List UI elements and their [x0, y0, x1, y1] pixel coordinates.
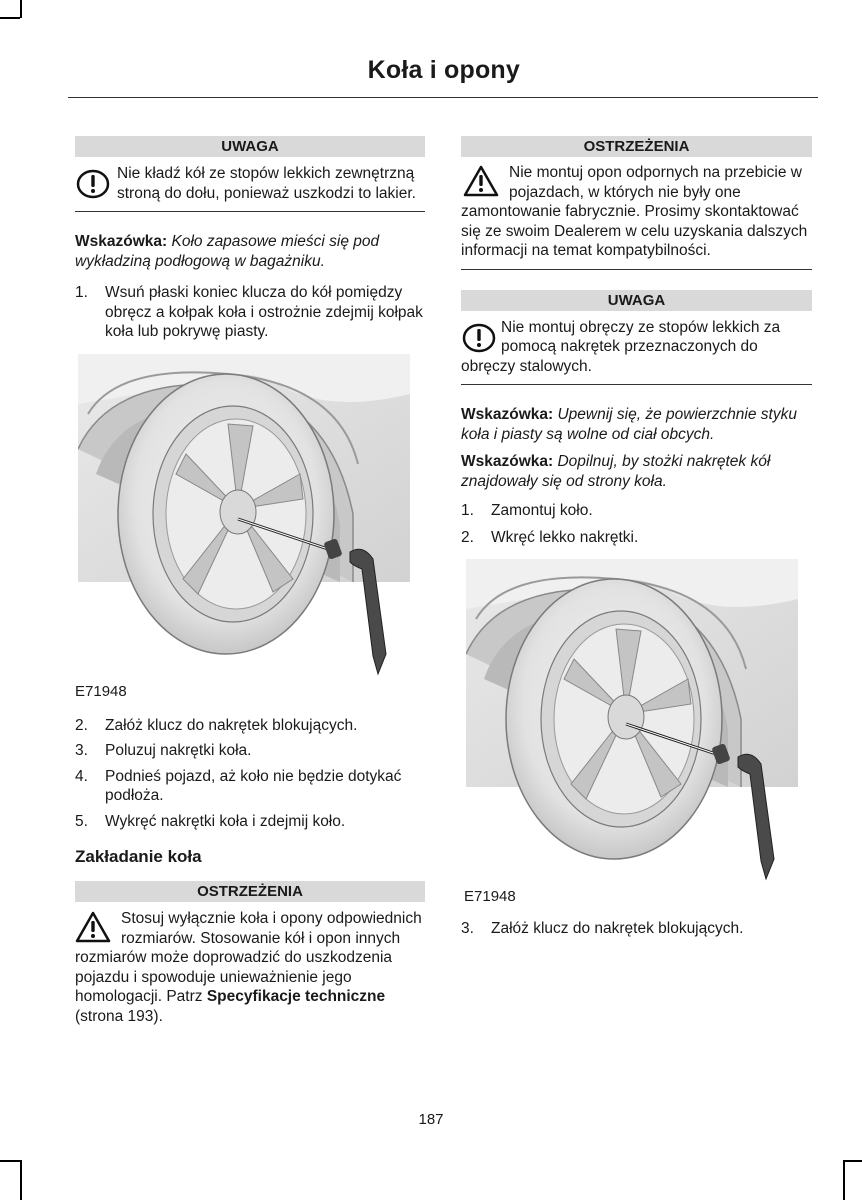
step-text: Załóż klucz do nakrętek blokujących. [105, 716, 358, 734]
step-text: Wykręć nakrętki koła i zdejmij koło. [105, 812, 346, 830]
title-divider [68, 97, 818, 98]
list-item [75, 812, 425, 832]
list-item [75, 741, 425, 761]
crop-mark [20, 1160, 22, 1200]
page-number: 187 [418, 1111, 444, 1128]
caution-heading: UWAGA [75, 136, 425, 157]
wheel-illustration [466, 559, 798, 884]
list-item [75, 283, 425, 342]
wheel-removal-image [78, 354, 410, 679]
note-text: Upewnij się, że powierzchnie styku koła i piasty są wolne od ciał obcych. [461, 406, 797, 443]
caution-box [461, 290, 812, 386]
step-number: 1. [461, 502, 474, 519]
list-item [75, 767, 425, 806]
warning-text: Stosuj wyłącznie koła i opony odpowiednich rozmiarów. Stosowanie kół i opon innych rozmiarów może doprowadzić do uszkodzenia pojazdu i spowoduje unieważnienie jego homologacji. Patrz [75, 910, 422, 1005]
step-list [461, 501, 812, 547]
step-number: 4. [75, 767, 88, 785]
step-number: 3. [461, 920, 474, 937]
step-number: 5. [75, 812, 88, 830]
note [461, 405, 812, 444]
step-number: 3. [75, 742, 88, 759]
page-reference: (strona 193). [75, 1007, 163, 1025]
note-text: Koło zapasowe mieści się pod wykładziną podłogową w bagażniku. [75, 233, 380, 270]
warning-box [75, 881, 425, 1034]
right-column [461, 136, 812, 939]
section-heading: Zakładanie koła [75, 847, 202, 866]
crop-mark [0, 1160, 20, 1162]
caution-text: Nie kładź kół ze stopów lekkich zewnętrzną stroną do dołu, ponieważ uszkodzi to lakier. [117, 165, 416, 202]
note-label: Wskazówka: [461, 453, 554, 470]
caution-body [75, 157, 425, 212]
step-list [461, 919, 812, 939]
list-item [461, 501, 812, 521]
step-number: 2. [75, 716, 88, 734]
wheel-fitting-image [466, 559, 798, 884]
warning-box [461, 136, 812, 270]
caution-box [75, 136, 425, 212]
step-text: Poluzuj nakrętki koła. [105, 742, 252, 759]
exclamation-circle-icon [461, 322, 497, 354]
step-list [75, 716, 425, 832]
list-item [75, 716, 425, 736]
warning-triangle-icon [463, 165, 499, 197]
crop-mark [845, 1160, 862, 1162]
caution-heading: UWAGA [461, 290, 812, 311]
caution-body [461, 311, 812, 386]
list-item [461, 528, 812, 548]
exclamation-circle-icon [75, 168, 111, 200]
crop-mark [0, 17, 20, 19]
crop-mark [20, 0, 22, 18]
note [461, 452, 812, 491]
note-label: Wskazówka: [75, 233, 168, 250]
wheel-illustration [78, 354, 410, 679]
note-label: Wskazówka: [461, 406, 554, 423]
step-list [75, 283, 425, 342]
figure-id: E71948 [464, 888, 516, 905]
step-number: 2. [461, 528, 474, 546]
figure-id: E71948 [75, 682, 127, 700]
step-text: Wkręć lekko nakrętki. [491, 528, 639, 546]
warning-body [75, 902, 425, 1034]
spec-reference-link[interactable]: Specyfikacje techniczne [206, 988, 386, 1005]
step-number: 1. [75, 284, 88, 301]
warning-heading: OSTRZEŻENIA [75, 881, 425, 902]
step-text: Podnieś pojazd, aż koło nie będzie dotykać podłoża. [105, 767, 402, 804]
step-text: Zamontuj koło. [491, 502, 593, 519]
warning-heading: OSTRZEŻENIA [461, 136, 812, 157]
list-item [461, 919, 812, 939]
warning-text: Nie montuj opon odpornych na przebicie w pojazdach, w których nie były one zamontowanie fabrycznie. Prosimy skontaktować się ze swoim Dealerem w celu uzyskania dalszych informacji na temat kompatybilności. [461, 164, 808, 259]
note [75, 232, 425, 271]
step-text: Załóż klucz do nakrętek blokujących. [491, 920, 744, 937]
page-title: Koła i opony [367, 56, 520, 84]
step-text: Wsuń płaski koniec klucza do kół pomiędzy obręcz a kołpak koła i ostrożnie zdejmij kołpak koła lub pokrywę piasty. [105, 284, 423, 340]
caution-text: Nie montuj obręczy ze stopów lekkich za pomocą nakrętek przeznaczonych do obręczy stalowych. [461, 318, 781, 375]
crop-mark [843, 1160, 845, 1200]
warning-triangle-icon [75, 911, 111, 943]
warning-body [461, 157, 812, 270]
note-text: Dopilnuj, by stożki nakrętek kół znajdowały się od strony koła. [461, 453, 771, 490]
left-column [75, 136, 425, 1034]
